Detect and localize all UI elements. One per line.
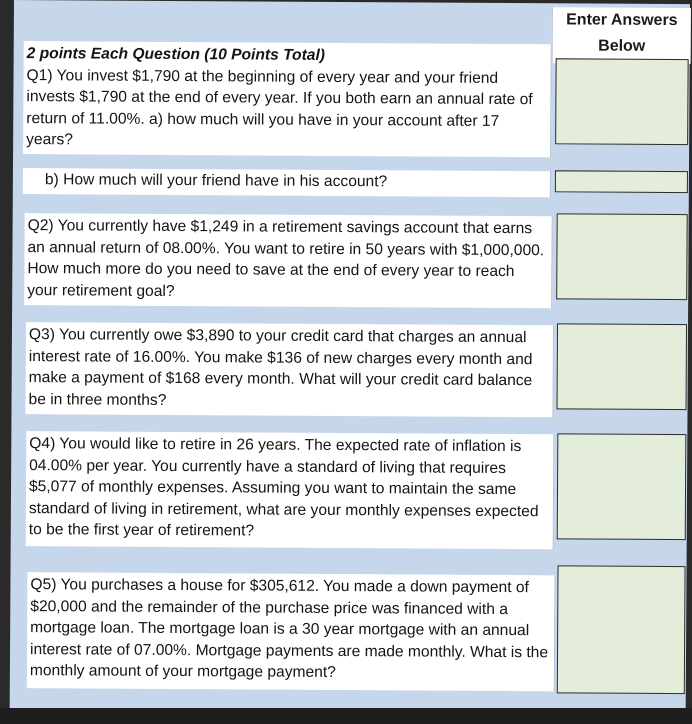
intro-title: 2 points Each Question (10 Points Total) <box>26 45 326 64</box>
answer-input-q4[interactable] <box>557 433 687 540</box>
question-q2-text: Q2) You currently have $1,249 in a retirement savings account that earns an annual return of 08.00%. You want to retire in 50 years with $1,000,000. How much more do you need to save at the end of every year to reach your retirement goal? <box>27 217 545 300</box>
answer-column-header <box>552 7 691 64</box>
answer-input-q2[interactable] <box>556 213 688 300</box>
question-q4 <box>26 431 555 549</box>
question-q1b-text: b) How much will your friend have in his account? <box>44 171 388 191</box>
question-q1a <box>23 41 552 157</box>
answer-input-q1b[interactable] <box>555 170 688 193</box>
question-q3 <box>25 322 554 417</box>
answer-input-q1a[interactable] <box>555 58 689 145</box>
question-q2 <box>24 213 553 308</box>
question-q1b <box>23 168 551 197</box>
question-q4-text: Q4) You would like to retire in 26 years. The expected rate of inflation is 04.00% per year. You currently have a standard of living that requires $5,077 of monthly expenses. Assuming you want to maintain the same standard of living in retirement, what are your monthly expenses expected to be the first year of retirement? <box>28 435 539 540</box>
answer-header-line1: Enter Answers <box>566 11 678 30</box>
worksheet <box>10 0 690 712</box>
bottom-shadow <box>0 708 692 724</box>
answer-header-line2: Below <box>598 37 646 55</box>
answer-input-q5[interactable] <box>557 565 686 694</box>
question-q5 <box>27 572 556 691</box>
answer-input-q3[interactable] <box>557 323 688 410</box>
question-q5-text: Q5) You purchases a house for $305,612. You made a down payment of $20,000 and the remainder of the purchase price was financed with a mortgage loan. The mortgage loan is a 30 year mortgage with an annual interest rate of 07.00%. Mortgage payments are made monthly. What is the monthly amount of your mortgage payment? <box>29 576 549 682</box>
question-q3-text: Q3) You currently owe $3,890 to your credit card that charges an annual interest rate of 16.00%. You make $136 of new charges every month and make a payment of $168 every month. What will your credit card balance be in three months? <box>28 326 533 409</box>
question-q1a-text: Q1) You invest $1,790 at the beginning of every year and your friend invests $1,790 at the end of every year. If you both earn an annual rate of return of 11.00%. a) how much will you have in your account after 17 years? <box>26 66 533 149</box>
